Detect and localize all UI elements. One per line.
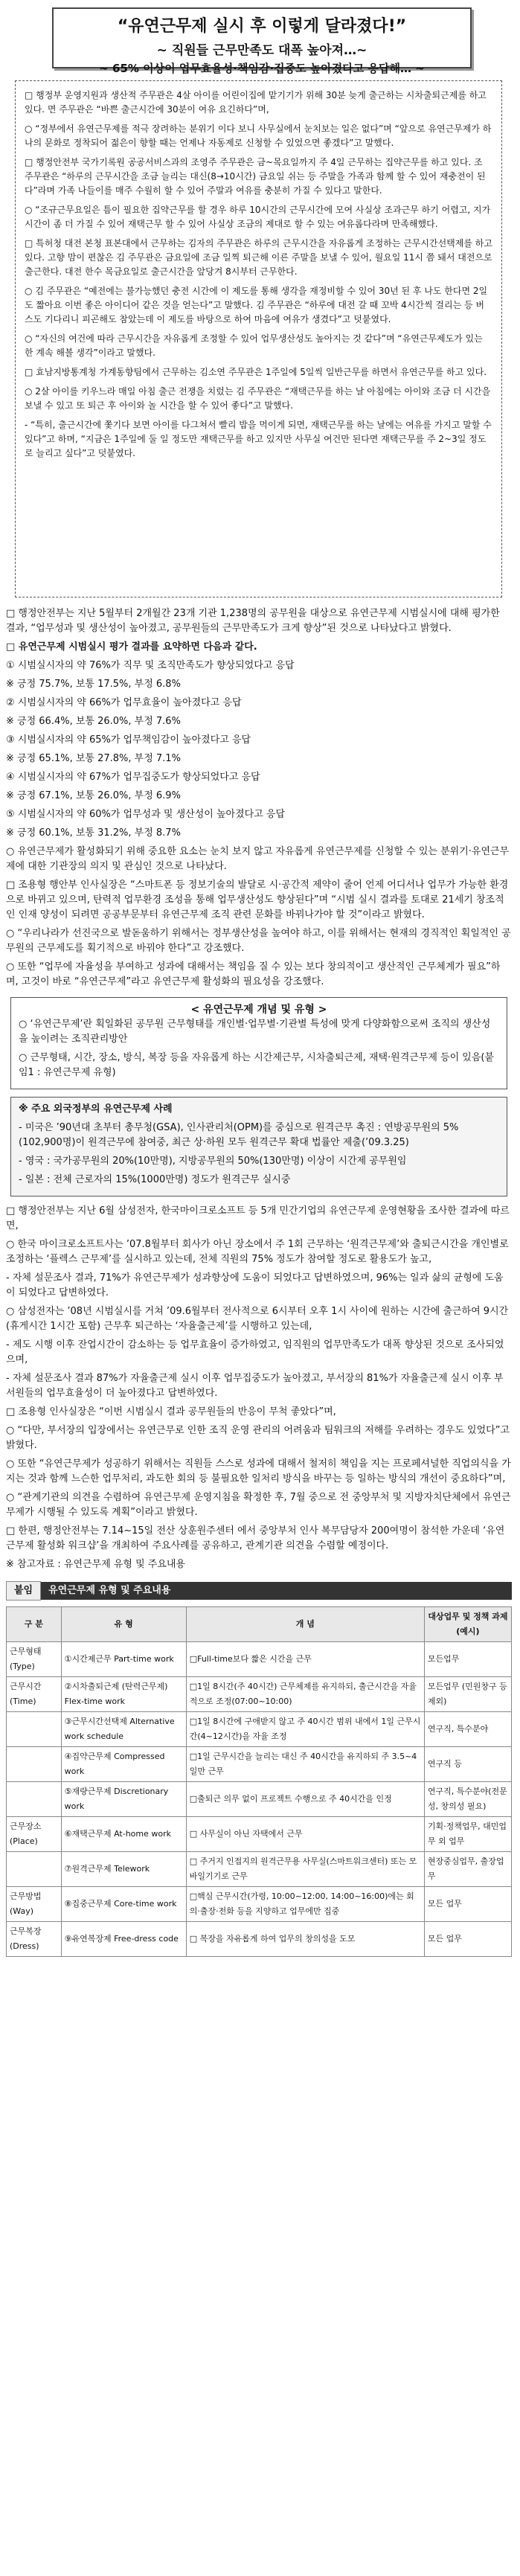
- headline: “유연근무제 실시 후 이렇게 달라졌다!”: [117, 17, 407, 36]
- attachment-caption: 유연근무제 유형 및 주요내용: [41, 1582, 512, 1600]
- subheadline-2: ~ 65% 이상이 업무효율성·책임감·집중도 높아졌다고 응답해… ~: [99, 62, 425, 75]
- conclusion-paragraph: ○ 또한 “유연근무제가 성공하기 위해서는 직원들 스스로 성과에 대해서 철저히 책임을 지는 프로페셔널한 직업의식을 가지는 것과 함께 느슨한 업무처리, 과도한 회의 등 불필요한 일처리 방식을 바꾸는 등 일하는 방식의 개선이 중요하다”며,: [6, 1458, 511, 1484]
- table-row: ④집약근무제 Compressed work □1일 근무시간을 늘리는 대신 주 40시간을 유지하되 주 3.5~4일만 근무 연구직 등: [7, 1747, 512, 1782]
- conclusion-paragraph: □ 한편, 행정안전부는 7.14~15일 전산 상훈원주센터 에서 중앙부처 인사 복무담당자 200여명이 참석한 가운데 ‘유연근무제 활성화 워크샵’을 개최하여 주요사례를 공유하고, 관계기관 의견을 수렴할 예정이다.: [6, 1525, 505, 1551]
- survey-heading: □ 유연근무제 시범실시 평가 결과를 요약하면 다음과 같다.: [6, 641, 257, 653]
- table-row: 근무장소 (Place) ⑥재택근무제 At-home work □ 사무실이 아닌 자택에서 근무 기획·정책업무, 대민업무 외 업무: [7, 1817, 512, 1852]
- foreign-item: - 영국 : 국가공무원의 20%(10만명), 지방공무원의 50%(130만명) 이상이 시간제 공무원임: [19, 1156, 407, 1167]
- survey-item: ⑤ 시범실시자의 약 60%가 업무성과 및 생산성이 높아졌다고 응답 ※ 긍정 60.1%, 보통 31.2%, 부정 8.7%: [6, 809, 285, 839]
- title-box: [52, 7, 472, 75]
- case-paragraph: ○ “조규근무요일은 틈이 필요한 집약근무를 할 경우 하루 10시간의 근무시간에 모여 사실상 조과근무 하기 어렵고, 지가시간이 좀 더 가질 수 있어 재택근무 할 수 있어 사실상 조금의 제대로 할 수 있는 여유롭다라며 만족해했다.: [25, 205, 491, 229]
- case-paragraph: □ 행정안전부 국가기록원 공공서비스과의 조영주 주무관은 금~목요일까지 주 4일 근무하는 집약근무를 하고 있다. 조 주무관은 “하루의 근무시간을 조금 늘리는 대신(8→10시간) 금요일 쉬는 등 주말을 가족과 함께 할 수 있어 재충전이 된다”라며 가족 나들이를 매주 수월히 할 수 있어 주말과 여유를 충분히 가질 수 있다고 말한다.: [25, 157, 486, 196]
- conclusion-paragraph: □ 조용형 인사실장은 “이번 시범실시 결과 공무원들의 반응이 무척 좋았다”며,: [6, 1406, 336, 1417]
- private-paragraph: ○ 삼성전자는 ’08년 시범실시를 거쳐 ’09.6월부터 전사적으로 6시부터 오후 1시 사이에 원하는 시간에 출근하여 9시간(휴게시간 1시간 포함) 근무후 퇴근하는 ‘자율출근제’를 시행하고 있는데,: [6, 1306, 509, 1332]
- case-paragraph: □ 특허청 대전 본청 표본대에서 근무하는 김자의 주무관은 하루의 근무시간을 자유롭게 조정하는 근무시간선택제를 하고 있다. 고향 맘이 편찮은 김 주무관은 금요일에 조금 일찍 퇴근해 이른 주말을 보낼 수 있어, 월요일 11시 쯤 돼서 대전으로 출근한다. 대전 한수 목금요일로 출근시간을 앞당겨 8시부터 근무한다.: [25, 238, 492, 277]
- subheadline-1: ~ 직원들 근무만족도 대폭 높아져…~: [156, 43, 367, 58]
- foreign-item: - 미국은 ’90년대 초부터 총무청(GSA), 인사관리처(OPM)를 중심으로 원격근무 촉진 : 연방공무원의 5%(102,900명)이 원격근무에 참여중, 최근 상·하원 모두 원격근무 확대 법률안 제출(’09.3.25): [19, 1122, 459, 1148]
- foreign-item: - 일본 : 전체 근로자의 15%(1000만명) 정도가 원격근무 실시중: [19, 1174, 291, 1185]
- concept-box: [10, 997, 507, 1089]
- survey-item: ③ 시범실시자의 약 65%가 업무책임감이 높아졌다고 응답 ※ 긍정 65.1%, 보통 27.8%, 부정 7.1%: [6, 734, 251, 764]
- private-paragraph: ○ 한국 마이크로소프트사는 ’07.8월부터 회사가 아닌 장소에서 주 1회 근무하는 ‘원격근무제’와 출퇴근시간을 개인별로 조정하는 ‘플렉스 근무제’를 실시하고 있는데, 전체 직원의 75% 정도가 참여할 정도로 활용도가 높고,: [6, 1239, 509, 1265]
- attachment-header: [6, 1581, 512, 1601]
- case-summary-box: [15, 80, 502, 597]
- table-row: ③근무시간선택제 Alternative work schedule □1일 8시간에 구애받지 않고 주 40시간 범위 내에서 1일 근무시간(4~12시간)을 자율 조정 연구직, 특수분야: [7, 1712, 512, 1747]
- case-paragraph: ○ 2살 아이를 키우느라 매일 아침 출근 전쟁을 치렀는 김 주무관은 “재택근무를 하는 날 아침에는 아이와 조금 더 시간을 보낼 수 있고 또 퇴근 후 아이와 놀 시간을 할 수 있어 좋다”고 말했다.: [25, 386, 491, 411]
- survey-item: ① 시범실시자의 약 76%가 직무 및 조직만족도가 향상되었다고 응답 ※ 긍정 75.7%, 보통 17.5%, 부정 6.8%: [6, 660, 295, 690]
- concept-item: ○ 근무형태, 시간, 장소, 방식, 복장 등을 자유롭게 하는 시간제근무, 시차출퇴근제, 재택·원격근무제 등이 있음(붙임1 : 유연근무제 유형): [19, 1052, 495, 1078]
- concept-item: ○ ‘유연근무제’란 획일화된 공무원 근무형태를 개인별·업무별·기관별 특성에 맞게 다양화함으로써 조직의 생산성을 높이려는 조직관리방안: [19, 1019, 491, 1045]
- table-row: 근무복장 (Dress) ⑨유연복장제 Free-dress code □ 복장을 자유롭게 하여 업무의 창의성을 도모 모든 업무: [7, 1922, 512, 1957]
- case-paragraph: - “특히, 출근시간에 쫓기다 보면 아이를 다그쳐서 빨리 밥을 먹이게 되면, 재택근무를 하는 날에는 여유를 가지고 말할 수 있다”고 하며, “지금은 1주일에 둘 일 정도만 재택근무를 하고 있지만 사무실 여건만 된다면 재택근무를 주 2~3일 정도로 늘리고 싶다”고 덧붙였다.: [25, 420, 492, 458]
- case-paragraph: ○ “정부에서 유연근무제를 적극 장려하는 분위기 이다 보니 사무실에서 눈치보는 일은 없다”며 “앞으로 유연근무제가 하나의 문화로 정착되어 젊은이 향할 때는 언제나 자동제로 신청할 수 있었으면 좋겠다”고 말했다.: [25, 124, 492, 148]
- case-paragraph: ○ “자신의 여건에 따라 근무시간을 자유롭게 조정할 수 있어 업무생산성도 높아지는 것 같다”며 “유연근무제도가 있는 한 계속 해볼 생각”이라고 말했다.: [25, 333, 483, 358]
- private-intro: □ 행정안전부는 지난 6월 삼성전자, 한국마이크로소프트 등 5개 민간기업의 유연근무제 운영현황을 조사한 결과에 따르면,: [6, 1205, 510, 1231]
- private-paragraph: - 자체 설문조사 결과, 71%가 유연근무제가 성과향상에 도움이 되었다고 답변하였으며, 96%는 일과 삶의 균형에 도움이 되었다고 답변하였다.: [6, 1272, 504, 1298]
- private-paragraph: - 제도 시행 이후 잔업시간이 감소하는 등 업무효율이 증가하였고, 임직원의 업무만족도가 대폭 향상된 것으로 조사되었으며,: [6, 1339, 504, 1365]
- table-header-cell: 유 형: [61, 1607, 186, 1642]
- table-row: 근무시간 (Time) ②시차출퇴근제 (탄력근무제) Flex-time work □1일 8시간(주 40시간) 근무체제를 유지하되, 출근시간을 자율적으로 조정(07:00~10:00) 모든업무 (민원창구 등 제외): [7, 1677, 512, 1712]
- table-header-cell: 개 념: [186, 1607, 424, 1642]
- conclusion-paragraph: ○ “다만, 부서장의 입장에서는 유연근무로 인한 조직 운영 관리의 어려움과 팀워크의 저해를 우려하는 경우도 있었다”고 밝혔다.: [6, 1425, 510, 1451]
- survey-item: ④ 시범실시자의 약 67%가 업무집중도가 향상되었다고 응답 ※ 긍정 67.1%, 보통 26.0%, 부정 6.9%: [6, 772, 260, 801]
- table-row: ⑤재량근무제 Discretionary work □출퇴근 의무 없이 프로젝트 수행으로 주 40시간을 인정 연구직, 특수분야(전문성, 창의성 필요): [7, 1782, 512, 1817]
- conclusion-paragraph: ○ “관계기관의 의견을 수렴하여 유연근무제 운영지침을 확정한 후, 7월 중으로 전 중앙부처 및 지방자치단체에서 유연근무제가 시행될 수 있도록 계획”이라고 밝혔다.: [6, 1492, 511, 1518]
- table-header-cell: 대상업무 및 정책 과제(예시): [424, 1607, 511, 1642]
- case-paragraph: □ 효남지방통계청 가계동향팀에서 근무하는 김소연 주무관은 1주일에 5일씩 일반근무를 하면서 유연근무를 하고 있다.: [25, 367, 487, 377]
- foreign-title: ※ 주요 외국정부의 유연근무제 사례: [19, 1103, 173, 1115]
- attachment-tag: 붙임: [6, 1581, 41, 1601]
- concept-title: < 유연근무제 개념 및 유형 >: [190, 1004, 327, 1016]
- main-body: [6, 606, 512, 1957]
- case-paragraph: ○ 김 주무관은 “예전에는 불가능했던 충전 시간에 이 제도를 통해 생각을 재정비할 수 있어 30년 된 후 나도 한다면 2일도 짧아요 이번 좋은 아이디어 같은 것을 얻는다”고 말했다. 김 주무관은 “하루에 대전 갈 때 꼬박 4시간씩 걸리는 등 버스도 기다리니 피곤해도 참았는데 이 제도를 바탕으로 하여 마음에 여유가 생겼다”고 덧붙였다.: [25, 286, 488, 324]
- survey-note: ○ 유연근무제가 활성화되기 위해 중요한 요소는 눈치 보지 않고 자유롭게 유연근무제를 신청할 수 있는 분위기·유연근무제에 대한 기관장의 의지 및 관심인 것으로 나타났다.: [6, 846, 510, 872]
- survey-intro: □ 행정안전부는 지난 5월부터 2개월간 23개 기관 1,238명의 공무원을 대상으로 유연근무제 시범실시에 대해 평가한 결과, “업무성과 및 생산성이 높아졌고, 공무원들의 근무만족도가 크게 향상”된 것으로 나타났다고 밝혔다.: [6, 608, 500, 634]
- survey-note: □ 조용형 행안부 인사실장은 “스마트폰 등 정보기술의 발달로 시·공간적 제약이 줄어 언제 어디서나 업무가 가능한 환경으로 바뀌고 있으며, 탄력적 업무환경 조성을 통해 업무생산성도 향상된다”며 “시범 실시 결과를 토대로 21세기 창조적인 인재 양성이 되려면 공공부문부터 유연근무제 조직 관련 문화를 바꿔나가야 할 것”이라고 밝혔다.: [6, 880, 509, 920]
- table-row: 근무형태 (Type) ①시간제근무 Part-time work □Full-time보다 짧은 시간을 근무 모든업무: [7, 1642, 512, 1677]
- private-paragraph: - 자체 설문조사 결과 87%가 자율출근제 실시 이후 업무집중도가 높아졌고, 부서장의 81%가 자율출근제 실시 이후 부서원들의 업무효율성이 더 높아졌다고 답변하였다.: [6, 1373, 504, 1399]
- survey-note: ○ 또한 “업무에 자율성을 부여하고 성과에 대해서는 책임을 질 수 있는 보다 창의적이고 생산적인 근무체계가 필요”하며, 고것이 바로 “유연근무제”라고 유연근무제 활성화의 필요성을 강조했다.: [6, 961, 501, 987]
- attachment-note: ※ 참고자료 : 유연근무제 유형 및 주요내용: [6, 1559, 185, 1570]
- foreign-cases-box: [10, 1097, 507, 1196]
- table-row: ⑦원격근무제 Telework □ 주거지 인접지의 원격근무용 사무실(스마트워크센터) 또는 모바일기기로 근무 현장중심업무, 출장업무: [7, 1852, 512, 1887]
- table-row: 근무방법 (Way) ⑧집중근무제 Core-time work □핵심 근무시간(가령, 10:00~12:00, 14:00~16:00)에는 회의·출장·전화 등을 지양하고 업무에만 집중 모든 업무: [7, 1887, 512, 1922]
- case-paragraph: □ 행정부 운영지원과 생산적 주무관은 4살 아이를 어린이집에 맡기기가 위해 30분 늦게 출근하는 시차출퇴근제를 하고 있다. 면 주무관은 “바쁜 출근시간에 30분이 여유 요긴하다”며,: [25, 90, 487, 115]
- survey-item: ② 시범실시자의 약 66%가 업무효율이 높아졌다고 응답 ※ 긍정 66.4%, 보통 26.0%, 부정 7.6%: [6, 697, 242, 727]
- flexwork-types-table: [6, 1606, 512, 1957]
- survey-note: ○ “우리나라가 선진국으로 발돋움하기 위해서는 정부생산성을 높여야 하고, 이를 위해서는 현재의 경직적인 획일적인 공무원의 근무제도를 획기적으로 바꿔야 한다”고 강조했다.: [6, 928, 511, 954]
- table-header-cell: 구 분: [7, 1607, 62, 1642]
- table-header-row: [7, 1607, 512, 1642]
